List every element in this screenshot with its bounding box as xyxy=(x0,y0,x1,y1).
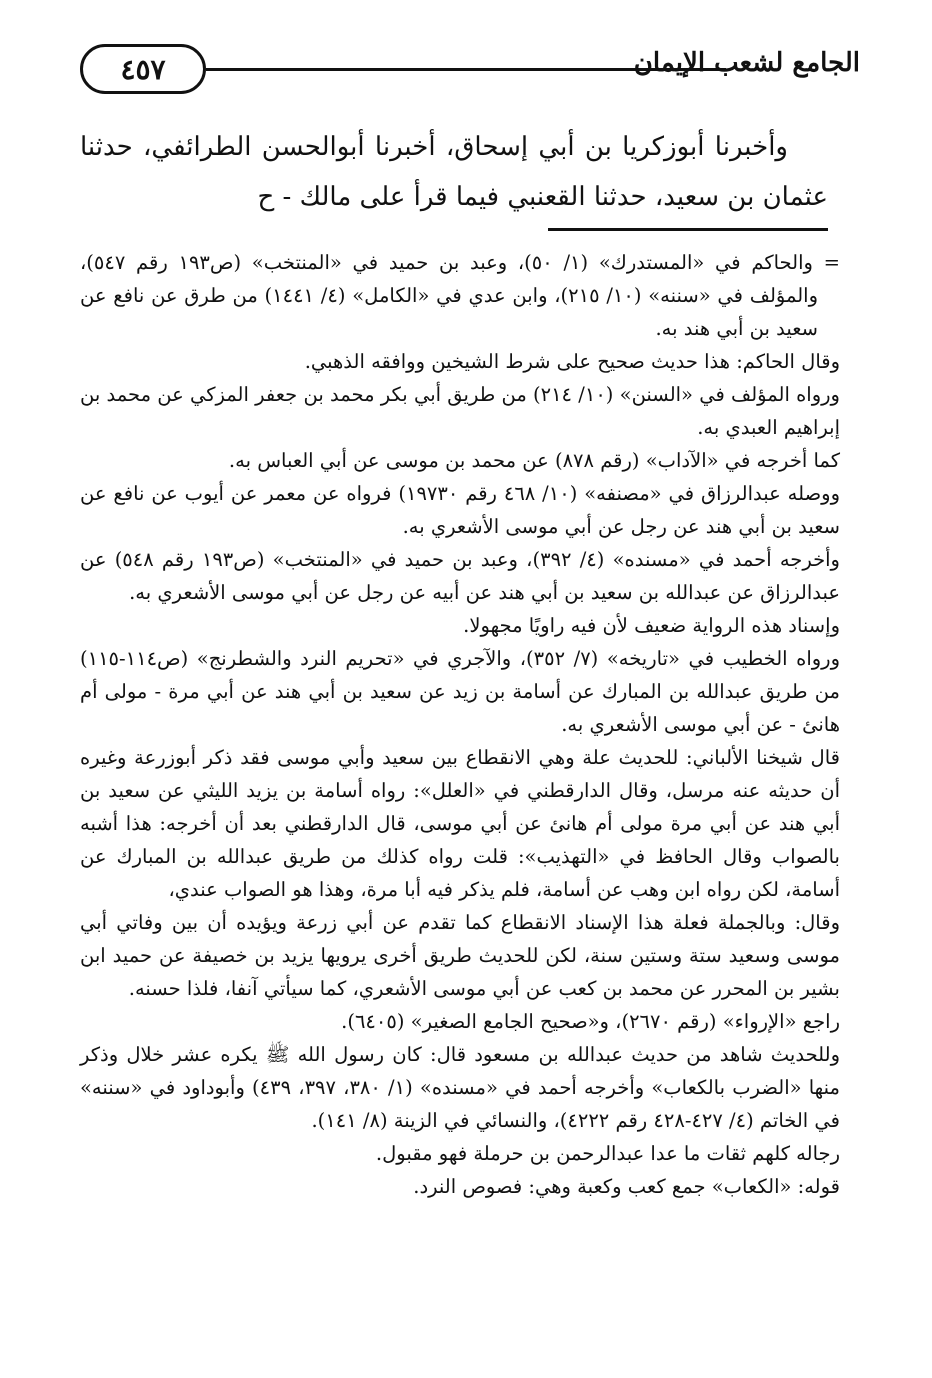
main-text xyxy=(80,122,828,222)
book-title: الجامع لشعب الإيمان xyxy=(633,48,860,78)
page-number: ٤٥٧ xyxy=(80,44,206,94)
footnote-paragraph: قوله: «الكعاب» جمع كعب وكعبة وهي: فصوص النرد. xyxy=(413,1175,840,1198)
footnote-paragraph: راجع «الإرواء» (رقم ٢٦٧٠)، و«صحيح الجامع الصغير» (٦٤٠٥). xyxy=(341,1010,840,1033)
main-paragraph: وأخبرنا أبوزكريا بن أبي إسحاق، أخبرنا أبوالحسن الطرائفي، حدثنا عثمان بن سعيد، حدثنا القعنبي فيما قرأ على مالك - ح xyxy=(80,132,828,212)
footnote-paragraph: وإسناد هذه الرواية ضعيف لأن فيه راويًا مجهولا. xyxy=(463,614,840,637)
footnote-paragraph: ورواه المؤلف في «السنن» (١٠/ ٢١٤) من طريق أبي بكر محمد بن جعفر المزكي عن محمد بن إبراهيم العبدي به. xyxy=(80,383,840,439)
footnote-paragraph: وقال الحاكم: هذا حديث صحيح على شرط الشيخين ووافقه الذهبي. xyxy=(304,350,840,373)
footnote-paragraph: كما أخرجه في «الآداب» (رقم ٨٧٨) عن محمد بن موسى عن أبي العباس به. xyxy=(228,449,840,472)
footnote-paragraph: ووصله عبدالرزاق في «مصنفه» (١٠/ ٤٦٨ رقم ١٩٧٣٠) فرواه عن معمر عن أيوب عن نافع عن سعيد بن أبي هند عن رجل عن أبي موسى الأشعري به. xyxy=(80,482,840,538)
footnote-divider xyxy=(548,228,828,231)
page-header xyxy=(70,40,860,112)
footnote-paragraph: وللحديث شاهد من حديث عبدالله بن مسعود قال: كان رسول الله ﷺ يكره عشر خلال وذكر منها «الضرب بالكعاب» وأخرجه أحمد في «مسنده» (١/ ٣٨٠، ٣٩٧، ٤٣٩) وأبوداود في «سننه» في الخاتم (٤/ ٤٢٧-٤٢٨ رقم ٤٢٢٢)، والنسائي في الزينة (٨/ ١٤١). xyxy=(80,1043,840,1132)
footnotes xyxy=(80,246,840,1203)
footnote-paragraph: وقال: وبالجملة فعلة هذا الإسناد الانقطاع كما تقدم عن أبي زرعة ويؤيده أن بين وفاتي أبي موسى وسعيد ستة وستين سنة، لكن للحديث طريق أخرى يرويها يزيد بن خصيفة عن حميد ابن بشير بن المحرر عن محمد بن كعب عن أبي موسى الأشعري، كما سيأتي آنفا، فلذا حسنه. xyxy=(80,911,840,1000)
footnote-paragraph: ورواه الخطيب في «تاريخه» (٧/ ٣٥٢)، والآجري في «تحريم النرد والشطرنج» (ص١١٤-١١٥) من طريق عبدالله بن المبارك عن أسامة بن زيد عن سعيد بن أبي هند عن أبي مرة - مولى أم هانئ - عن أبي موسى الأشعري به. xyxy=(80,647,840,736)
footnote-paragraph: وأخرجه أحمد في «مسنده» (٤/ ٣٩٢)، وعبد بن حميد في «المنتخب» (ص١٩٣ رقم ٥٤٨) عن عبدالرزاق عن عبدالله بن سعيد بن أبي هند عن أبيه عن رجل عن أبي موسى الأشعري به. xyxy=(80,548,840,604)
footnote-paragraph: قال شيخنا الألباني: للحديث علة وهي الانقطاع بين سعيد وأبي موسى فقد ذكر أبوزرعة وغيره أن حديثه عنه مرسل، وقال الدارقطني في «العلل»: رواه أسامة بن يزيد الليثي عن سعيد بن أبي هند عن أبي مرة مولى أم هانئ عن أبي موسى، قال الدارقطني بعد أن أخرجه: هذا أشبه بالصواب وقال الحافظ في «التهذيب»: قلت رواه كذلك من طريق عبدالله بن المبارك عن أسامة، لكن رواه ابن وهب عن أسامة، فلم يذكر فيه أبا مرة، وهذا هو الصواب عندي، xyxy=(80,746,840,901)
footnote-paragraph: = والحاكم في «المستدرك» (١/ ٥٠)، وعبد بن حميد في «المنتخب» (ص١٩٣ رقم ٥٤٧)، والمؤلف في «سننه» (١٠/ ٢١٥)، وابن عدي في «الكامل» (٤/ ١٤٤١) من طرق عن نافع عن سعيد بن أبي هند به. xyxy=(80,251,840,340)
footnote-paragraph: رجاله كلهم ثقات ما عدا عبدالرحمن بن حرملة فهو مقبول. xyxy=(375,1142,840,1165)
